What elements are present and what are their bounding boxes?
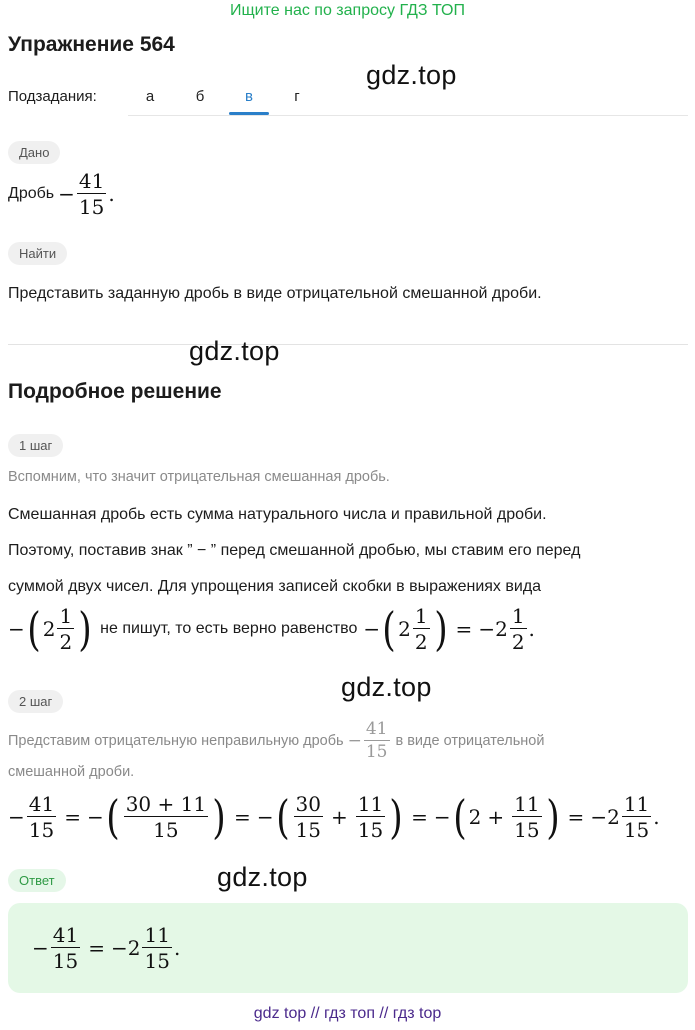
find-chip: Найти [8,242,67,265]
left-paren: ( [27,602,41,656]
given-fraction: − $\frac{41}{15}$ . [58,169,115,219]
denominator: 2 [59,630,73,654]
step2-hint-part2: в виде отрицательной [395,733,545,749]
whole-part: 2 [398,617,411,641]
step2-formula [8,790,660,844]
numerator: 30 [295,792,321,816]
right-paren: ) [389,790,403,844]
given-text: Дробь [8,185,55,202]
fraction [512,794,541,840]
watermark: gdz.top [217,862,308,892]
numerator: 1 [511,604,525,628]
fraction [364,721,390,761]
denominator: 15 [144,949,170,973]
fraction [622,794,651,840]
fraction [124,794,208,840]
tab-b[interactable]: б [195,88,205,105]
denominator: 15 [295,818,321,842]
numerator: 41 [52,923,79,947]
fraction [142,925,171,971]
fraction [77,171,106,217]
denominator: 2 [414,630,428,654]
tab-g[interactable]: г [294,88,300,105]
numerator: 41 [78,169,105,193]
numerator: 41 [28,792,55,816]
numerator: 11 [514,792,540,816]
step1-line1: Смешанная дробь есть сумма натурального числа и правильной дроби. [8,506,547,523]
fraction [356,794,385,840]
fraction [57,606,74,652]
numerator: 11 [623,792,650,816]
answer-formula [32,922,180,974]
watermark: gdz.top [366,60,457,90]
denominator: 15 [28,818,55,842]
denominator: 15 [623,818,650,842]
whole-part: 2 [468,805,482,829]
step1-formula [8,603,535,655]
right-paren: ) [433,602,448,656]
fraction [413,606,430,652]
step2-hint [8,718,544,764]
step2-chip: 2 шаг [8,690,63,713]
left-paren: ( [275,790,290,844]
step1-line4-text: не пишут, то есть верно равенство [100,620,358,637]
left-paren: ( [452,790,467,844]
numerator-sum: 30 + 11 [125,792,207,816]
chain: − $\frac{41}{15}$ = − ( $\frac{30 + 11}{15}$ ) = − ( $\frac{30}{15}$ + $\frac{11}{15}$ ) = − ( 2 + $\frac{11}{15}$ ) = − 2 $\frac{11}{15}$ . [8,790,660,844]
step1-line2: Поэтому, поставив знак ” − ” перед смешанной дробью, мы ставим его перед [8,542,581,559]
page-title: Упражнение 564 [8,33,175,56]
step1-hint: Вспомним, что значит отрицательная смешанная дробь. [8,469,390,485]
right-paren: ) [78,602,92,656]
watermark: gdz.top [189,336,280,366]
denominator: 2 [511,630,525,654]
step1-line3: суммой двух чисел. Для упрощения записей скобки в выражениях вида [8,578,542,595]
step1-chip: 1 шаг [8,434,63,457]
minus-sign: − [58,182,75,206]
whole-part: 2 [127,936,141,960]
numerator: 1 [414,604,428,628]
left-paren: ( [382,602,396,656]
denominator: 15 [514,818,540,842]
denominator: 15 [52,949,79,973]
fraction [27,794,56,840]
equality: − ( 2 $\frac{1}{2}$ ) = − 2 $\frac{1}{2}$ . [363,602,535,656]
denominator: 15 [153,818,179,842]
promo-banner: Ищите нас по запросу ГДЗ ТОП [230,2,465,19]
active-tab-indicator [229,112,269,115]
whole-part: 2 [42,617,56,641]
hint-fraction: − $\frac{41}{15}$ [347,719,388,762]
mixed-in-parens: − ( 2 $\frac{1}{2}$ ) [8,602,92,656]
tabs-divider [128,115,688,116]
right-paren: ) [212,790,226,844]
denominator: 15 [365,742,388,762]
fraction [294,794,323,840]
watermark: gdz.top [341,672,432,702]
whole-part: 2 [495,617,508,641]
solution-title: Подробное решение [8,380,222,403]
denominator: 15 [357,818,384,842]
step2-hint-line2: смешанной дроби. [8,764,135,780]
answer-math: − $\frac{41}{15}$ = − 2 $\frac{11}{15}$ . [32,923,181,973]
given-chip: Дано [8,141,60,164]
numerator: 41 [365,719,388,739]
numerator: 1 [59,604,73,628]
fraction [510,606,527,652]
whole-part: 2 [607,805,620,829]
left-paren: ( [105,790,120,844]
find-text: Представить заданную дробь в виде отрицательной смешанной дроби. [8,285,542,302]
tab-v[interactable]: в [245,88,253,105]
numerator: 11 [144,923,170,947]
numerator: 11 [357,792,384,816]
tab-a[interactable]: а [145,88,155,105]
fraction [51,925,80,971]
denominator: 15 [78,195,105,219]
given-expression [8,171,115,217]
answer-chip: Ответ [8,869,66,892]
footer-links[interactable]: gdz top // гдз топ // гдз top [253,1005,442,1022]
subtasks-label: Подзадания: [8,88,97,105]
section-divider [8,344,688,345]
step2-hint-part1: Представим отрицательную неправильную дробь [8,733,344,749]
right-paren: ) [545,790,560,844]
